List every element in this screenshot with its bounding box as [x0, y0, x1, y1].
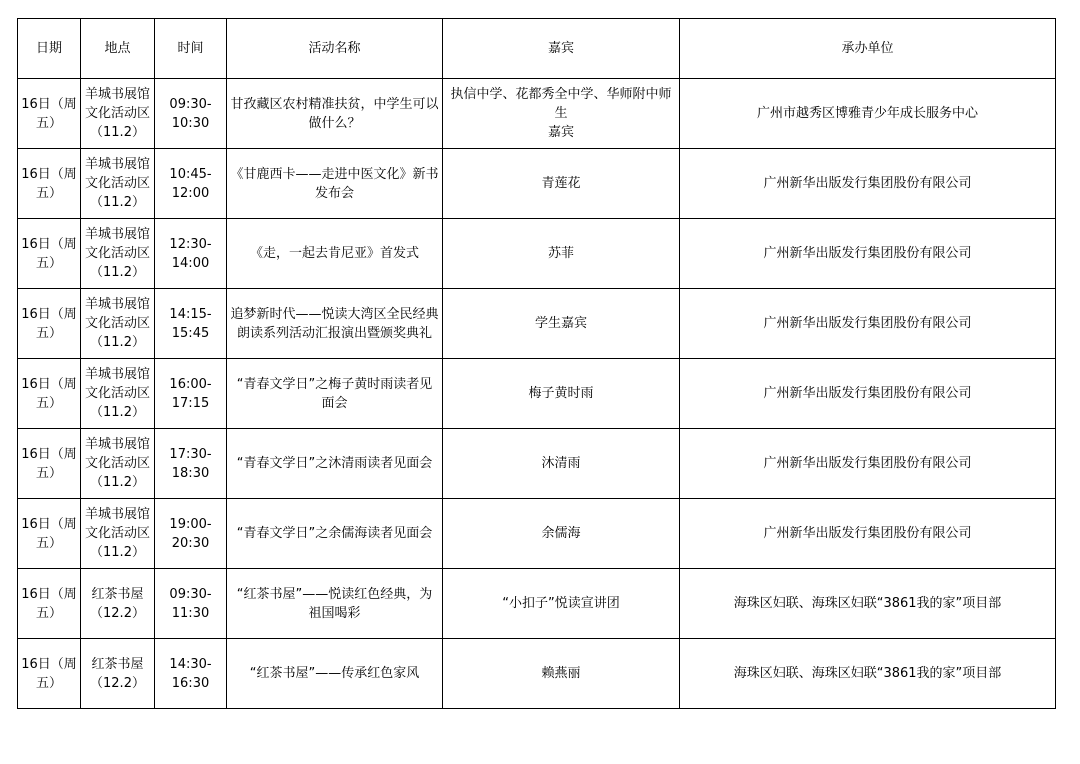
cell-organizer: 海珠区妇联、海珠区妇联“3861我的家”项目部 [680, 569, 1056, 639]
cell-place: 羊城书展馆 文化活动区 （11.2） [81, 149, 155, 219]
cell-time: 14:30- 16:30 [155, 639, 227, 709]
table-row [18, 429, 1056, 499]
cell-date: 16日（周 五） [18, 359, 81, 429]
cell-time: 09:30- 11:30 [155, 569, 227, 639]
cell-date: 16日（周 五） [18, 639, 81, 709]
table-body [18, 79, 1056, 709]
cell-date: 16日（周 五） [18, 79, 81, 149]
cell-date: 16日（周 五） [18, 289, 81, 359]
cell-place: 羊城书展馆 文化活动区 （11.2） [81, 359, 155, 429]
cell-organizer: 广州市越秀区博雅青少年成长服务中心 [680, 79, 1056, 149]
cell-date: 16日（周 五） [18, 219, 81, 289]
table-row [18, 499, 1056, 569]
header-place: 地点 [81, 19, 155, 79]
cell-organizer: 广州新华出版发行集团股份有限公司 [680, 429, 1056, 499]
header-event: 活动名称 [227, 19, 443, 79]
cell-time: 14:15- 15:45 [155, 289, 227, 359]
cell-date: 16日（周 五） [18, 499, 81, 569]
table-row [18, 359, 1056, 429]
cell-organizer: 海珠区妇联、海珠区妇联“3861我的家”项目部 [680, 639, 1056, 709]
cell-guest: 青莲花 [443, 149, 680, 219]
cell-guest: “小扣子”悦读宣讲团 [443, 569, 680, 639]
cell-date: 16日（周 五） [18, 149, 81, 219]
cell-guest: 赖燕丽 [443, 639, 680, 709]
table-row [18, 289, 1056, 359]
cell-time: 12:30- 14:00 [155, 219, 227, 289]
header-time: 时间 [155, 19, 227, 79]
cell-place: 红茶书屋 （12.2） [81, 569, 155, 639]
cell-place: 羊城书展馆 文化活动区 （11.2） [81, 289, 155, 359]
cell-organizer: 广州新华出版发行集团股份有限公司 [680, 499, 1056, 569]
table-row [18, 639, 1056, 709]
cell-organizer: 广州新华出版发行集团股份有限公司 [680, 359, 1056, 429]
cell-guest: 苏菲 [443, 219, 680, 289]
table-row [18, 219, 1056, 289]
header-date: 日期 [18, 19, 81, 79]
cell-place: 羊城书展馆 文化活动区 （11.2） [81, 79, 155, 149]
cell-organizer: 广州新华出版发行集团股份有限公司 [680, 289, 1056, 359]
cell-event: “青春文学日”之余儒海读者见面会 [227, 499, 443, 569]
cell-event: “红茶书屋”——传承红色家风 [227, 639, 443, 709]
cell-event: 追梦新时代——悦读大湾区全民经典 朗读系列活动汇报演出暨颁奖典礼 [227, 289, 443, 359]
cell-event: “青春文学日”之梅子黄时雨读者见 面会 [227, 359, 443, 429]
cell-date: 16日（周 五） [18, 569, 81, 639]
cell-time: 19:00- 20:30 [155, 499, 227, 569]
cell-event: “红茶书屋”——悦读红色经典，为 祖国喝彩 [227, 569, 443, 639]
header-guest: 嘉宾 [443, 19, 680, 79]
cell-event: 《走，一起去肯尼亚》首发式 [227, 219, 443, 289]
cell-organizer: 广州新华出版发行集团股份有限公司 [680, 219, 1056, 289]
cell-place: 羊城书展馆 文化活动区 （11.2） [81, 219, 155, 289]
cell-event: “青春文学日”之沐清雨读者见面会 [227, 429, 443, 499]
cell-guest: 执信中学、花都秀全中学、华师附中师生 嘉宾 [443, 79, 680, 149]
cell-guest: 余儒海 [443, 499, 680, 569]
cell-place: 红茶书屋 （12.2） [81, 639, 155, 709]
cell-time: 16:00- 17:15 [155, 359, 227, 429]
cell-time: 09:30- 10:30 [155, 79, 227, 149]
cell-time: 10:45- 12:00 [155, 149, 227, 219]
table-row [18, 79, 1056, 149]
header-organizer: 承办单位 [680, 19, 1056, 79]
table-row [18, 149, 1056, 219]
document-page [17, 18, 1055, 709]
cell-guest: 梅子黄时雨 [443, 359, 680, 429]
cell-event: 《甘鹿西卡——走进中医文化》新书 发布会 [227, 149, 443, 219]
cell-place: 羊城书展馆 文化活动区 （11.2） [81, 429, 155, 499]
cell-guest: 学生嘉宾 [443, 289, 680, 359]
cell-time: 17:30- 18:30 [155, 429, 227, 499]
event-schedule-table [17, 18, 1056, 709]
cell-guest: 沐清雨 [443, 429, 680, 499]
cell-event: 甘孜藏区农村精准扶贫，中学生可以 做什么？ [227, 79, 443, 149]
cell-place: 羊城书展馆 文化活动区 （11.2） [81, 499, 155, 569]
cell-organizer: 广州新华出版发行集团股份有限公司 [680, 149, 1056, 219]
table-row [18, 569, 1056, 639]
cell-date: 16日（周 五） [18, 429, 81, 499]
table-header-row [18, 19, 1056, 79]
